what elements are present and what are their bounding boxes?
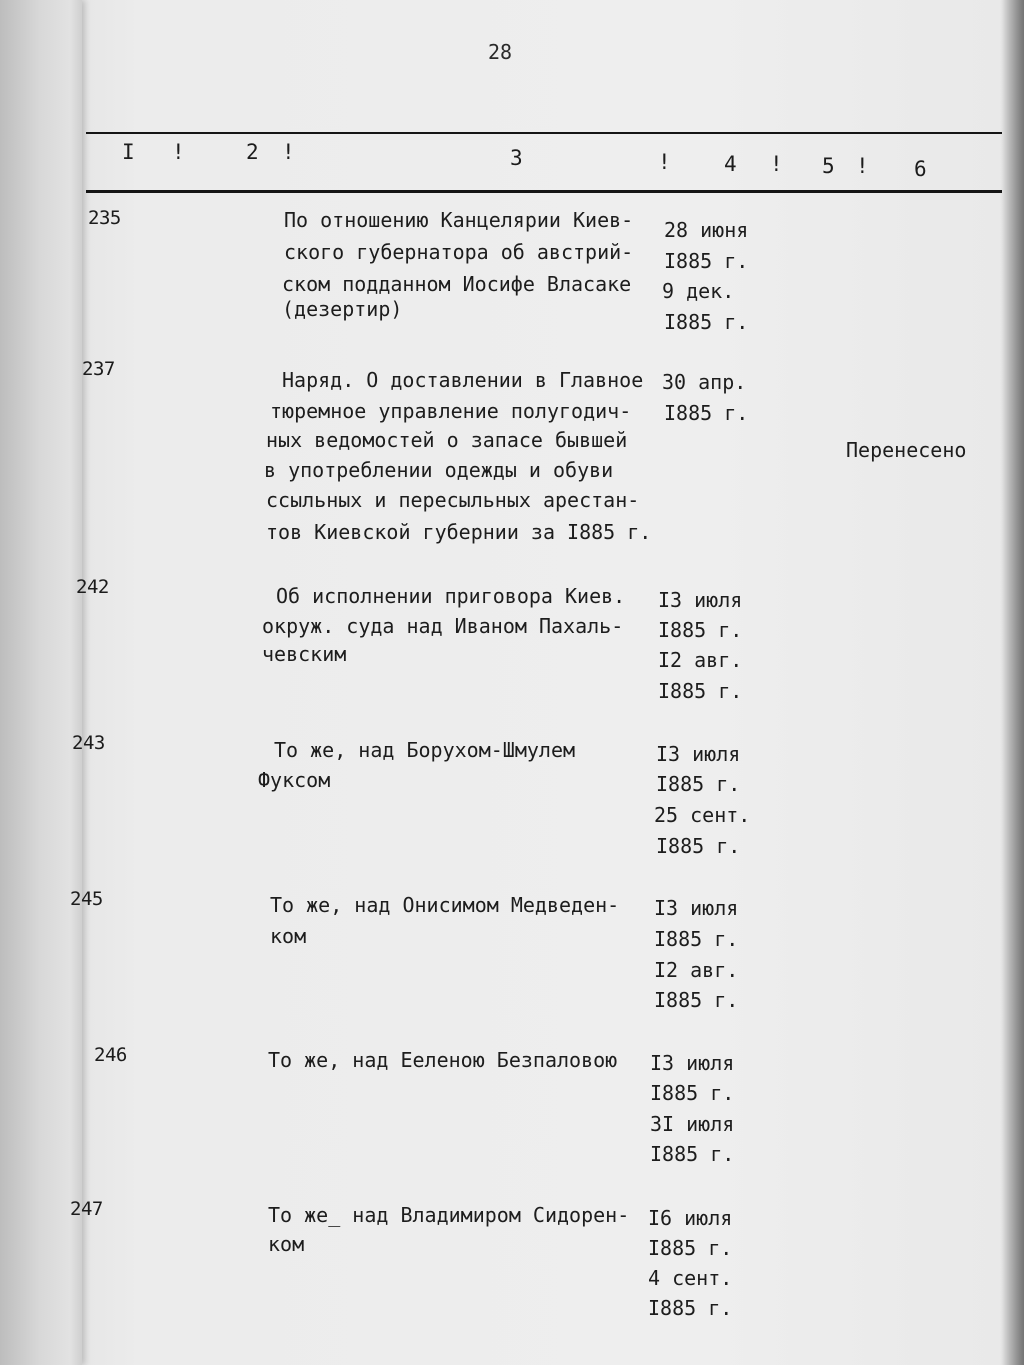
entry-date: I885 г.	[648, 1296, 733, 1320]
entry-description-line: Наряд. О доставлении в Главное	[282, 368, 644, 392]
entry-date: I885 г.	[664, 401, 749, 425]
entry-date: I885 г.	[664, 249, 749, 273]
header-col-6: 6	[914, 157, 927, 181]
entry-description-line: чевским	[262, 642, 347, 666]
entry-number: 235	[88, 207, 121, 229]
entry-description-line: То же, над Борухом-Шмулем	[274, 738, 576, 762]
header-separator: !	[770, 152, 783, 176]
page-number: 28	[488, 40, 513, 64]
entry-description-line: То же_ над Владимиром Сидорен-	[268, 1203, 630, 1227]
entry-description-line: То же, над Онисимом Медведен-	[270, 893, 620, 917]
entry-date: I2 авг.	[658, 648, 743, 672]
entry-description-line: (дезертир)	[282, 297, 403, 321]
entry-date: I885 г.	[664, 310, 749, 334]
entry-number: 242	[76, 576, 109, 598]
entry-description-line: в употреблении одежды и обуви	[264, 458, 614, 482]
entry-description-line: Об исполнении приговора Киев.	[276, 584, 626, 608]
header-separator: !	[658, 150, 671, 174]
header-col-1: I	[122, 140, 135, 164]
entry-date: I885 г.	[650, 1081, 735, 1105]
entry-date: I2 авг.	[654, 958, 739, 982]
entry-date: 9 дек.	[662, 279, 735, 303]
table-header-top-rule	[86, 132, 1002, 134]
header-separator: !	[282, 140, 295, 164]
entry-date: 25 сент.	[654, 803, 751, 827]
entry-number: 245	[70, 888, 103, 910]
header-col-5: 5	[822, 154, 835, 178]
entry-description-line: ского губернатора об австрий-	[284, 240, 634, 264]
header-col-4: 4	[724, 152, 737, 176]
entry-date: 3I июля	[650, 1112, 735, 1136]
entry-description-line: ском подданном Иосифе Власаке	[282, 272, 632, 296]
entry-number: 246	[94, 1044, 127, 1066]
header-col-2: 2	[246, 140, 259, 164]
entry-number: 237	[82, 358, 115, 380]
entry-date: I6 июля	[648, 1206, 733, 1230]
header-separator: !	[172, 140, 185, 164]
page-edge-shadow	[1002, 0, 1024, 1365]
entry-date: 28 июня	[664, 218, 749, 242]
entry-description-line: То же, над Ееленою Безпаловою	[268, 1048, 618, 1072]
entry-number: 247	[70, 1198, 103, 1220]
entry-description-line: тюремное управление полугодич-	[270, 399, 632, 423]
entry-date: I885 г.	[658, 679, 743, 703]
entry-description-line: По отношению Канцелярии Киев-	[284, 208, 634, 232]
entry-date: I3 июля	[654, 896, 739, 920]
entry-description-line: ком	[270, 924, 307, 948]
header-separator: !	[856, 154, 869, 178]
entry-date: I3 июля	[656, 742, 741, 766]
entry-note: Перенесено	[846, 438, 967, 462]
entry-date: 4 сент.	[648, 1266, 733, 1290]
entry-date: I885 г.	[654, 988, 739, 1012]
entry-description-line: ком	[268, 1232, 305, 1256]
entry-description-line: ных ведомостей о запасе бывшей	[266, 428, 628, 452]
entry-description-line: окруж. суда над Иваном Пахаль-	[262, 614, 624, 638]
entry-date: I885 г.	[654, 927, 739, 951]
entry-description-line: Фуксом	[258, 768, 331, 792]
entry-date: I885 г.	[650, 1142, 735, 1166]
header-col-3: 3	[510, 146, 523, 170]
entry-date: I3 июля	[650, 1051, 735, 1075]
entry-date: I885 г.	[656, 772, 741, 796]
entry-date: I885 г.	[648, 1236, 733, 1260]
entry-date: I885 г.	[656, 834, 741, 858]
page-binding-shadow	[0, 0, 82, 1365]
entry-date: 30 апр.	[662, 370, 747, 394]
table-header-bottom-rule	[86, 190, 1002, 193]
entry-description-line: ссыльных и пересыльных арестан-	[266, 488, 640, 512]
entry-date: I3 июля	[658, 588, 743, 612]
entry-date: I885 г.	[658, 618, 743, 642]
entry-number: 243	[72, 732, 105, 754]
entry-description-line: тов Киевской губернии за I885 г.	[266, 520, 652, 544]
